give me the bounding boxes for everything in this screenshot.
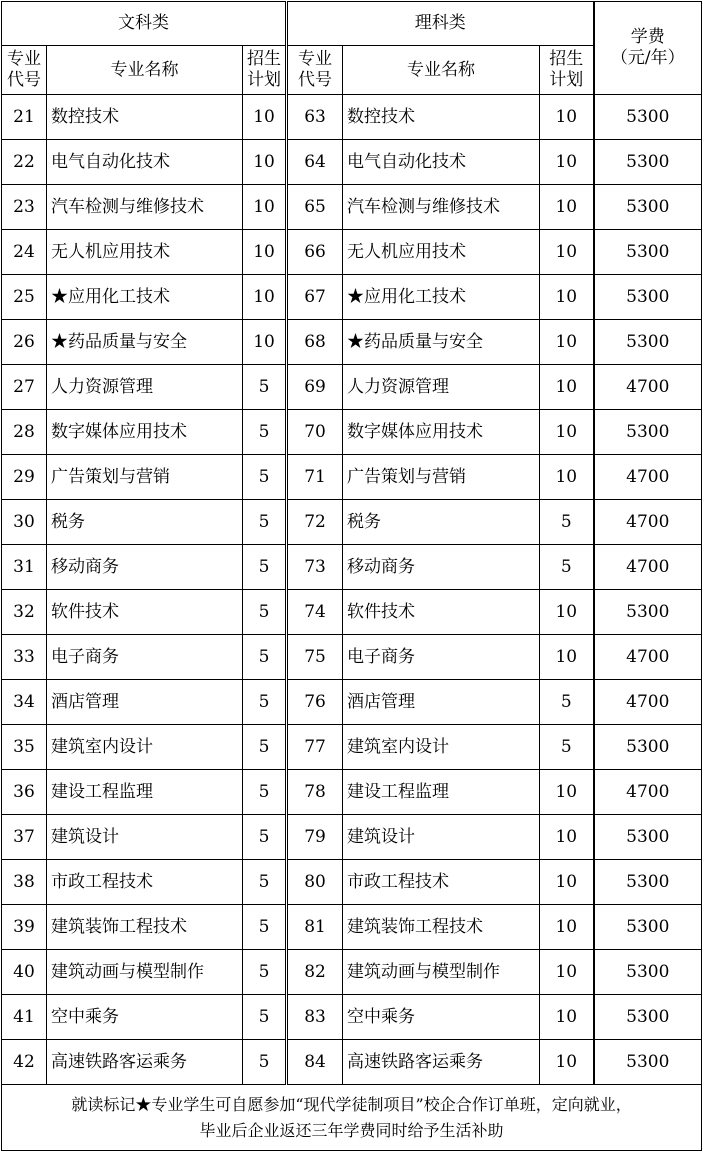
header-plan-line1: 招生 <box>247 48 282 69</box>
cell-wen-name: ★应用化工技术 <box>47 275 243 320</box>
header-row-1 <box>2 2 702 46</box>
cell-wen-name: 广告策划与营销 <box>47 455 243 500</box>
cell-fee: 5300 <box>594 590 702 635</box>
cell-li-code: 68 <box>287 320 343 365</box>
cell-wen-code: 34 <box>2 680 47 725</box>
cell-li-name: 建筑室内设计 <box>343 725 540 770</box>
cell-fee: 4700 <box>594 635 702 680</box>
cell-wen-code: 42 <box>2 1040 47 1085</box>
cell-li-name: 移动商务 <box>343 545 540 590</box>
table-row <box>2 95 702 140</box>
cell-wen-code: 33 <box>2 635 47 680</box>
cell-li-name: 电子商务 <box>343 635 540 680</box>
cell-wen-plan: 10 <box>243 320 287 365</box>
cell-li-plan: 5 <box>540 725 594 770</box>
cell-wen-code: 23 <box>2 185 47 230</box>
cell-wen-name: 酒店管理 <box>47 680 243 725</box>
cell-li-plan: 10 <box>540 410 594 455</box>
cell-wen-plan: 5 <box>243 995 287 1040</box>
cell-wen-code: 27 <box>2 365 47 410</box>
cell-li-name: ★药品质量与安全 <box>343 320 540 365</box>
cell-wen-plan: 5 <box>243 680 287 725</box>
cell-wen-plan: 5 <box>243 860 287 905</box>
cell-li-plan: 10 <box>540 185 594 230</box>
header-plan-line2: 计划 <box>247 70 282 90</box>
cell-li-name: 建筑动画与模型制作 <box>343 950 540 995</box>
cell-fee: 4700 <box>594 365 702 410</box>
cell-wen-plan: 5 <box>243 590 287 635</box>
cell-li-name: 市政工程技术 <box>343 860 540 905</box>
table-row <box>2 140 702 185</box>
cell-li-code: 76 <box>287 680 343 725</box>
footnote-line1: 就读标记★专业学生可自愿参加“现代学徒制项目”校企合作订单班，定向就业， <box>71 1094 632 1114</box>
cell-wen-name: 建筑装饰工程技术 <box>47 905 243 950</box>
table-row <box>2 770 702 815</box>
cell-li-code: 84 <box>287 1040 343 1085</box>
cell-wen-code: 22 <box>2 140 47 185</box>
cell-wen-plan: 10 <box>243 230 287 275</box>
cell-fee: 5300 <box>594 995 702 1040</box>
table-row <box>2 230 702 275</box>
cell-wen-name: 建筑设计 <box>47 815 243 860</box>
cell-wen-name: 建筑动画与模型制作 <box>47 950 243 995</box>
cell-wen-plan: 5 <box>243 770 287 815</box>
cell-li-name: 建筑设计 <box>343 815 540 860</box>
table-row <box>2 275 702 320</box>
table-row <box>2 365 702 410</box>
cell-wen-code: 26 <box>2 320 47 365</box>
cell-wen-code: 41 <box>2 995 47 1040</box>
cell-wen-name: 软件技术 <box>47 590 243 635</box>
cell-wen-code: 31 <box>2 545 47 590</box>
table-row <box>2 500 702 545</box>
cell-wen-name: 建设工程监理 <box>47 770 243 815</box>
cell-li-plan: 10 <box>540 1040 594 1085</box>
cell-fee: 5300 <box>594 815 702 860</box>
cell-li-code: 77 <box>287 725 343 770</box>
cell-wen-plan: 5 <box>243 455 287 500</box>
cell-li-plan: 10 <box>540 320 594 365</box>
cell-wen-code: 28 <box>2 410 47 455</box>
cell-li-name: 汽车检测与维修技术 <box>343 185 540 230</box>
header-wen-plan <box>243 46 287 95</box>
cell-fee: 5300 <box>594 320 702 365</box>
cell-li-code: 67 <box>287 275 343 320</box>
cell-li-name: 电气自动化技术 <box>343 140 540 185</box>
cell-li-plan: 10 <box>540 590 594 635</box>
header-li: 理科类 <box>287 2 594 46</box>
cell-wen-plan: 5 <box>243 410 287 455</box>
cell-wen-code: 36 <box>2 770 47 815</box>
cell-wen-name: 移动商务 <box>47 545 243 590</box>
header-plan-line1: 招生 <box>549 48 584 69</box>
cell-wen-code: 24 <box>2 230 47 275</box>
enrollment-table <box>1 1 702 1151</box>
cell-li-plan: 10 <box>540 140 594 185</box>
cell-wen-plan: 10 <box>243 95 287 140</box>
cell-li-plan: 5 <box>540 500 594 545</box>
cell-li-plan: 10 <box>540 635 594 680</box>
cell-li-code: 78 <box>287 770 343 815</box>
cell-fee: 5300 <box>594 950 702 995</box>
cell-wen-plan: 5 <box>243 1040 287 1085</box>
cell-li-name: 数字媒体应用技术 <box>343 410 540 455</box>
table-row <box>2 815 702 860</box>
cell-wen-plan: 5 <box>243 500 287 545</box>
cell-li-plan: 10 <box>540 860 594 905</box>
cell-li-code: 82 <box>287 950 343 995</box>
cell-li-name: 软件技术 <box>343 590 540 635</box>
table-row <box>2 860 702 905</box>
cell-li-code: 81 <box>287 905 343 950</box>
cell-fee: 5300 <box>594 95 702 140</box>
header-plan-line2: 计划 <box>549 70 584 90</box>
cell-li-name: 人力资源管理 <box>343 365 540 410</box>
cell-li-code: 63 <box>287 95 343 140</box>
cell-li-plan: 10 <box>540 950 594 995</box>
cell-fee: 5300 <box>594 275 702 320</box>
cell-li-plan: 5 <box>540 680 594 725</box>
cell-wen-name: 数字媒体应用技术 <box>47 410 243 455</box>
cell-wen-plan: 5 <box>243 365 287 410</box>
cell-wen-code: 35 <box>2 725 47 770</box>
cell-fee: 4700 <box>594 455 702 500</box>
cell-li-name: ★应用化工技术 <box>343 275 540 320</box>
cell-li-code: 75 <box>287 635 343 680</box>
cell-li-plan: 10 <box>540 455 594 500</box>
cell-wen-name: 人力资源管理 <box>47 365 243 410</box>
header-fee-line2: （元/年） <box>610 48 685 68</box>
cell-li-plan: 10 <box>540 95 594 140</box>
cell-li-code: 71 <box>287 455 343 500</box>
cell-wen-plan: 5 <box>243 815 287 860</box>
cell-wen-name: 电子商务 <box>47 635 243 680</box>
table-row <box>2 635 702 680</box>
header-code-line1: 专业 <box>7 48 41 69</box>
cell-fee: 5300 <box>594 410 702 455</box>
cell-li-code: 83 <box>287 995 343 1040</box>
cell-li-plan: 10 <box>540 770 594 815</box>
header-li-name: 专业名称 <box>343 46 540 95</box>
cell-li-name: 建设工程监理 <box>343 770 540 815</box>
cell-wen-plan: 5 <box>243 635 287 680</box>
header-li-code <box>287 46 343 95</box>
cell-fee: 5300 <box>594 725 702 770</box>
table-row <box>2 545 702 590</box>
cell-li-name: 税务 <box>343 500 540 545</box>
table-row <box>2 725 702 770</box>
table-row <box>2 590 702 635</box>
table-row <box>2 320 702 365</box>
cell-wen-name: 数控技术 <box>47 95 243 140</box>
cell-li-code: 72 <box>287 500 343 545</box>
cell-wen-name: 无人机应用技术 <box>47 230 243 275</box>
table-row <box>2 950 702 995</box>
cell-wen-name: 税务 <box>47 500 243 545</box>
cell-wen-plan: 5 <box>243 725 287 770</box>
cell-wen-name: 建筑室内设计 <box>47 725 243 770</box>
header-code-line1: 专业 <box>298 48 333 69</box>
header-fee <box>594 2 702 95</box>
header-code-line2: 代号 <box>7 70 41 90</box>
cell-wen-code: 21 <box>2 95 47 140</box>
cell-wen-code: 32 <box>2 590 47 635</box>
cell-li-plan: 10 <box>540 905 594 950</box>
cell-wen-plan: 5 <box>243 905 287 950</box>
cell-wen-plan: 10 <box>243 275 287 320</box>
table-row <box>2 455 702 500</box>
cell-li-plan: 5 <box>540 545 594 590</box>
table-row <box>2 995 702 1040</box>
cell-fee: 4700 <box>594 680 702 725</box>
cell-li-name: 高速铁路客运乘务 <box>343 1040 540 1085</box>
cell-fee: 5300 <box>594 230 702 275</box>
cell-li-code: 66 <box>287 230 343 275</box>
cell-li-name: 数控技术 <box>343 95 540 140</box>
footnote-row <box>2 1085 702 1151</box>
cell-wen-code: 25 <box>2 275 47 320</box>
header-wen-name: 专业名称 <box>47 46 243 95</box>
table-row <box>2 410 702 455</box>
table-row <box>2 1040 702 1085</box>
table-row <box>2 185 702 230</box>
cell-wen-plan: 10 <box>243 140 287 185</box>
footnote <box>2 1085 702 1151</box>
cell-wen-name: 汽车检测与维修技术 <box>47 185 243 230</box>
table-row <box>2 680 702 725</box>
cell-li-plan: 10 <box>540 995 594 1040</box>
table-row <box>2 905 702 950</box>
cell-fee: 5300 <box>594 1040 702 1085</box>
cell-fee: 4700 <box>594 770 702 815</box>
cell-wen-name: ★药品质量与安全 <box>47 320 243 365</box>
cell-wen-code: 29 <box>2 455 47 500</box>
cell-fee: 5300 <box>594 905 702 950</box>
cell-wen-plan: 10 <box>243 185 287 230</box>
cell-li-name: 广告策划与营销 <box>343 455 540 500</box>
cell-wen-name: 电气自动化技术 <box>47 140 243 185</box>
cell-li-code: 65 <box>287 185 343 230</box>
cell-fee: 4700 <box>594 545 702 590</box>
header-fee-line1: 学费 <box>630 26 665 47</box>
cell-wen-code: 37 <box>2 815 47 860</box>
cell-fee: 5300 <box>594 140 702 185</box>
header-wen-code <box>2 46 47 95</box>
header-wen: 文科类 <box>2 2 287 46</box>
cell-li-name: 酒店管理 <box>343 680 540 725</box>
cell-wen-plan: 5 <box>243 950 287 995</box>
cell-wen-code: 38 <box>2 860 47 905</box>
cell-li-code: 73 <box>287 545 343 590</box>
cell-li-code: 74 <box>287 590 343 635</box>
cell-wen-name: 空中乘务 <box>47 995 243 1040</box>
cell-wen-code: 30 <box>2 500 47 545</box>
cell-wen-code: 39 <box>2 905 47 950</box>
cell-li-code: 69 <box>287 365 343 410</box>
cell-li-plan: 10 <box>540 365 594 410</box>
header-code-line2: 代号 <box>298 70 333 90</box>
cell-wen-plan: 5 <box>243 545 287 590</box>
cell-fee: 5300 <box>594 185 702 230</box>
cell-fee: 4700 <box>594 500 702 545</box>
cell-wen-code: 40 <box>2 950 47 995</box>
cell-li-code: 64 <box>287 140 343 185</box>
footnote-line2: 毕业后企业返还三年学费同时给予生活补助 <box>199 1120 504 1140</box>
cell-li-code: 70 <box>287 410 343 455</box>
cell-li-name: 无人机应用技术 <box>343 230 540 275</box>
cell-li-name: 建筑装饰工程技术 <box>343 905 540 950</box>
cell-fee: 5300 <box>594 860 702 905</box>
cell-wen-name: 市政工程技术 <box>47 860 243 905</box>
cell-li-code: 79 <box>287 815 343 860</box>
cell-li-plan: 10 <box>540 815 594 860</box>
cell-li-name: 空中乘务 <box>343 995 540 1040</box>
cell-li-plan: 10 <box>540 230 594 275</box>
cell-li-code: 80 <box>287 860 343 905</box>
header-li-plan <box>540 46 594 95</box>
cell-wen-name: 高速铁路客运乘务 <box>47 1040 243 1085</box>
cell-li-plan: 10 <box>540 275 594 320</box>
